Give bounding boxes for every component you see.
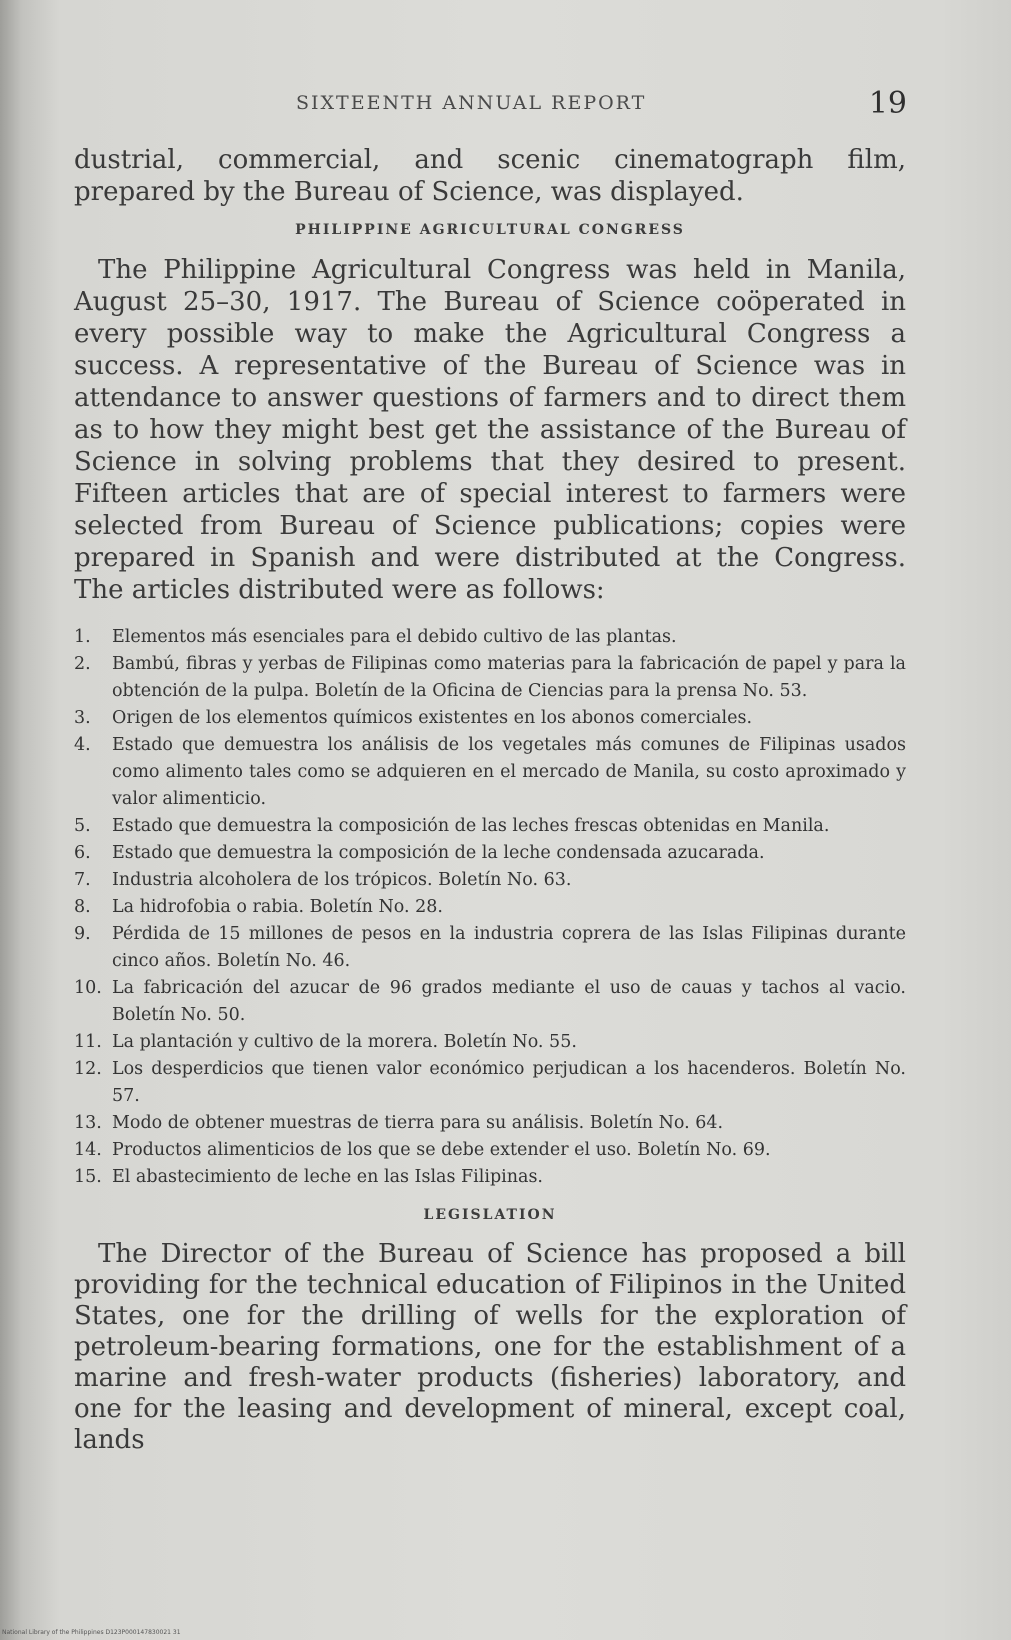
list-item-number: 13. — [74, 1113, 102, 1133]
list-item — [74, 1056, 906, 1110]
list-item-number: 8. — [74, 897, 91, 917]
list-item-text: La fabricación del azucar de 96 grados mediante el uso de cauas y tachos al vacio. Boletín No. 50. — [112, 978, 906, 1025]
list-item-number: 10. — [74, 978, 102, 998]
list-item-number: 1. — [74, 627, 91, 647]
list-item — [74, 867, 906, 894]
running-head: SIXTEENTH ANNUAL REPORT — [296, 92, 647, 114]
list-item — [74, 840, 906, 867]
list-item-text: Estado que demuestra los análisis de los vegetales más comunes de Filipinas usados como alimento tales como se adquieren en el mercado de Manila, su costo aproximado y valor alimenticio. — [112, 735, 906, 809]
list-item — [74, 975, 906, 1029]
list-item-text: Bambú, fibras y yerbas de Filipinas como materias para la fabricación de papel y para la obtención de la pulpa. Boletín de la Oficina de Ciencias para la prensa No. 53. — [112, 654, 906, 701]
section-heading-agricultural-congress: PHILIPPINE AGRICULTURAL CONGRESS — [295, 222, 685, 238]
page-number: 19 — [868, 86, 907, 121]
list-item-text: Los desperdicios que tienen valor económico perjudican a los hacenderos. Boletín No. 57. — [112, 1059, 906, 1106]
articles-list — [74, 624, 906, 1191]
list-item — [74, 921, 906, 975]
list-item-text: Modo de obtener muestras de tierra para su análisis. Boletín No. 64. — [112, 1113, 724, 1133]
list-item-number: 2. — [74, 654, 91, 674]
list-item-text: Origen de los elementos químicos existentes en los abonos comerciales. — [112, 708, 753, 728]
list-item-text: Industria alcoholera de los trópicos. Boletín No. 63. — [112, 870, 572, 890]
list-item — [74, 651, 906, 705]
agricultural-congress-paragraph: The Philippine Agricultural Congress was held in Manila, August 25–30, 1917. The Bureau of Science coöperated in every possible way to make the Agricultural Congress a success. A representative of the Bureau of Science was in attendance to answer questions of farmers and to direct them as to how they might best get the assistance of the Bureau of Science in solving problems that they desired to present. Fifteen articles that are of special interest to farmers were selected from Bureau of Science publications; copies were prepared in Spanish and were distributed at the Congress. The articles distributed were as follows: — [74, 255, 906, 605]
list-item-number: 3. — [74, 708, 91, 728]
list-item-text: La hidrofobia o rabia. Boletín No. 28. — [112, 897, 443, 917]
list-item-number: 11. — [74, 1032, 102, 1052]
list-item-number: 7. — [74, 870, 91, 890]
list-item — [74, 1110, 906, 1137]
section-heading-legislation: LEGISLATION — [423, 1207, 557, 1223]
list-item — [74, 705, 906, 732]
list-item — [74, 813, 906, 840]
list-item-text: Elementos más esenciales para el debido cultivo de las plantas. — [112, 627, 677, 647]
page-header — [0, 86, 1011, 126]
list-item — [74, 1137, 906, 1164]
list-item-text: El abastecimiento de leche en las Islas Filipinas. — [112, 1167, 543, 1187]
list-item-text: La plantación y cultivo de la morera. Boletín No. 55. — [112, 1032, 577, 1052]
list-item-number: 4. — [74, 735, 91, 755]
list-item — [74, 1164, 906, 1191]
list-item — [74, 894, 906, 921]
list-item-number: 15. — [74, 1167, 102, 1187]
list-item-number: 14. — [74, 1140, 102, 1160]
list-item — [74, 624, 906, 651]
list-item-number: 5. — [74, 816, 91, 836]
list-item-text: Estado que demuestra la composición de las leches frescas obtenidas en Manila. — [112, 816, 830, 836]
list-item-number: 12. — [74, 1059, 102, 1079]
library-imprint: National Library of the Philippines D123P000147830021 31 — [2, 1629, 181, 1636]
list-item — [74, 732, 906, 813]
page-body — [74, 144, 906, 1456]
list-item-text: Pérdida de 15 millones de pesos en la industria coprera de las Islas Filipinas durante cinco años. Boletín No. 46. — [112, 924, 906, 971]
list-item-text: Estado que demuestra la composición de la leche condensada azucarada. — [112, 843, 765, 863]
list-item-text: Productos alimenticios de los que se debe extender el uso. Boletín No. 69. — [112, 1140, 771, 1160]
list-item — [74, 1029, 906, 1056]
opening-paragraph: dustrial, commercial, and scenic cinematograph film, prepared by the Bureau of Science, was displayed. — [74, 145, 906, 207]
legislation-paragraph: The Director of the Bureau of Science has proposed a bill providing for the technical education of Filipinos in the United States, one for the drilling of wells for the exploration of petroleum-bearing formations, one for the establishment of a marine and fresh-water products (fisheries) laboratory, and one for the leasing and development of mineral, except coal, lands — [74, 1239, 906, 1455]
list-item-number: 9. — [74, 924, 91, 944]
list-item-number: 6. — [74, 843, 91, 863]
